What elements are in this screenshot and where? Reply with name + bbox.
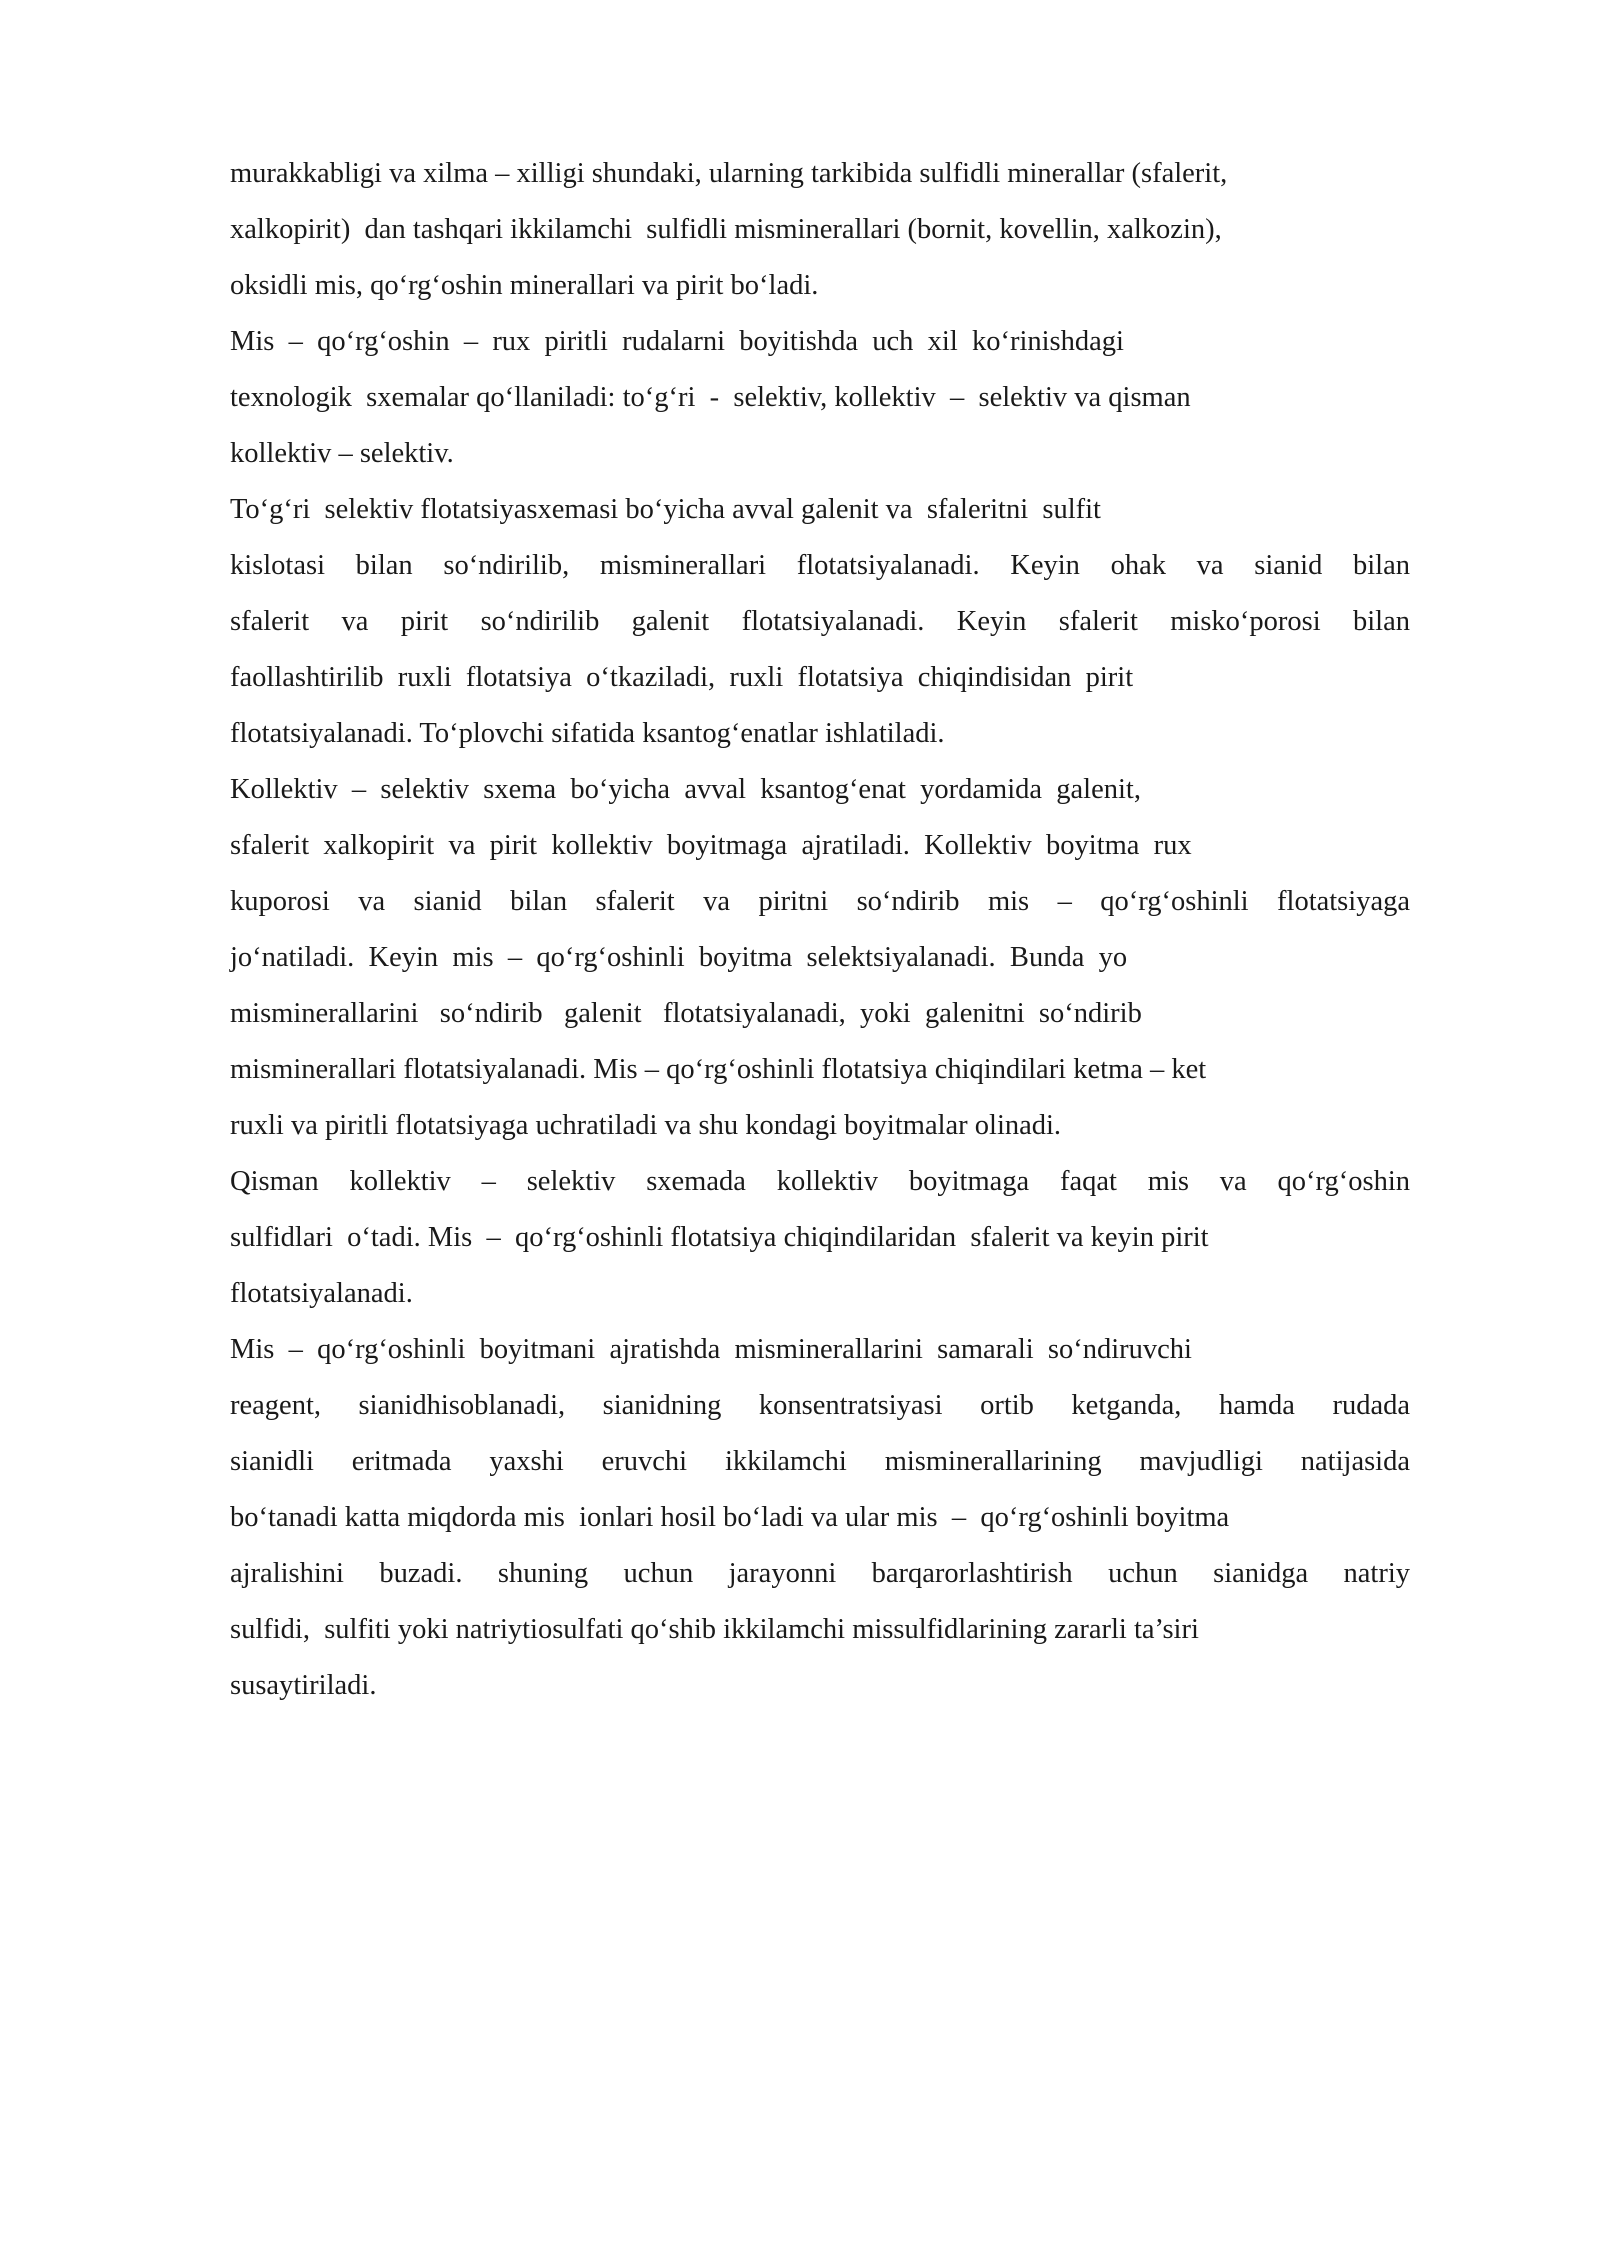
text-line: sfalerit va pirit so‘ndirilib galenit flotatsiyalanadi. Keyin sfalerit misko‘porosi bilan <box>230 606 1410 637</box>
text-line: faollashtirilib ruxli flotatsiya o‘tkaziladi, ruxli flotatsiya chiqindisidan pirit <box>230 662 1134 693</box>
text-line: kislotasi bilan so‘ndirilib, misminerallari flotatsiyalanadi. Keyin ohak va sianid bilan <box>230 550 1410 581</box>
text-line: bo‘tanadi katta miqdorda mis ionlari hosil bo‘ladi va ular mis – qo‘rg‘oshinli boyitma <box>230 1502 1230 1533</box>
text-line: To‘g‘ri selektiv flotatsiyasxemasi bo‘yicha avval galenit va sfaleritni sulfit <box>230 494 1101 525</box>
text-line: Mis – qo‘rg‘oshin – rux piritli rudalarni boyitishda uch xil ko‘rinishdagi <box>230 326 1124 357</box>
text-line: flotatsiyalanadi. <box>230 1278 413 1309</box>
text-line: xalkopirit) dan tashqari ikkilamchi sulfidli misminerallari (bornit, kovellin, xalkozin), <box>230 214 1222 245</box>
text-line: murakkabligi va xilma – xilligi shundaki, ularning tarkibida sulfidli minerallar (sfalerit, <box>230 158 1228 189</box>
text-line: misminerallarini so‘ndirib galenit flotatsiyalanadi, yoki galenitni so‘ndirib <box>230 998 1142 1029</box>
text-line: texnologik sxemalar qo‘llaniladi: to‘g‘ri - selektiv, kollektiv – selektiv va qisman <box>230 382 1191 413</box>
text-line: Mis – qo‘rg‘oshinli boyitmani ajratishda misminerallarini samarali so‘ndiruvchi <box>230 1334 1192 1365</box>
text-line: jo‘natiladi. Keyin mis – qo‘rg‘oshinli boyitma selektsiyalanadi. Bunda yo <box>230 942 1128 973</box>
document-text-body <box>230 146 1410 1714</box>
text-line: sfalerit xalkopirit va pirit kollektiv boyitmaga ajratiladi. Kollektiv boyitma rux <box>230 830 1192 861</box>
text-line: ruxli va piritli flotatsiyaga uchratiladi va shu kondagi boyitmalar olinadi. <box>230 1110 1062 1141</box>
text-line: susaytiriladi. <box>230 1670 377 1701</box>
text-line: Qisman kollektiv – selektiv sxemada kollektiv boyitmaga faqat mis va qo‘rg‘oshin <box>230 1166 1410 1197</box>
text-line: kollektiv – selektiv. <box>230 438 454 469</box>
text-line: sulfidlari o‘tadi. Mis – qo‘rg‘oshinli flotatsiya chiqindilaridan sfalerit va keyin pirit <box>230 1222 1209 1253</box>
text-line: kuporosi va sianid bilan sfalerit va piritni so‘ndirib mis – qo‘rg‘oshinli flotatsiyaga <box>230 886 1410 917</box>
text-line: sulfidi, sulfiti yoki natriytiosulfati qo‘shib ikkilamchi missulfidlarining zararli ta’siri <box>230 1614 1199 1645</box>
text-line: flotatsiyalanadi. To‘plovchi sifatida ksantog‘enatlar ishlatiladi. <box>230 718 945 749</box>
text-line: reagent, sianidhisoblanadi, sianidning konsentratsiyasi ortib ketganda, hamda rudada <box>230 1390 1410 1421</box>
text-line: sianidli eritmada yaxshi eruvchi ikkilamchi misminerallarining mavjudligi natijasida <box>230 1446 1410 1477</box>
text-line: misminerallari flotatsiyalanadi. Mis – qo‘rg‘oshinli flotatsiya chiqindilari ketma – ket <box>230 1054 1207 1085</box>
text-line: oksidli mis, qo‘rg‘oshin minerallari va pirit bo‘ladi. <box>230 270 819 301</box>
text-line: ajralishini buzadi. shuning uchun jarayonni barqarorlashtirish uchun sianidga natriy <box>230 1558 1410 1589</box>
text-line: Kollektiv – selektiv sxema bo‘yicha avval ksantog‘enat yordamida galenit, <box>230 774 1141 805</box>
